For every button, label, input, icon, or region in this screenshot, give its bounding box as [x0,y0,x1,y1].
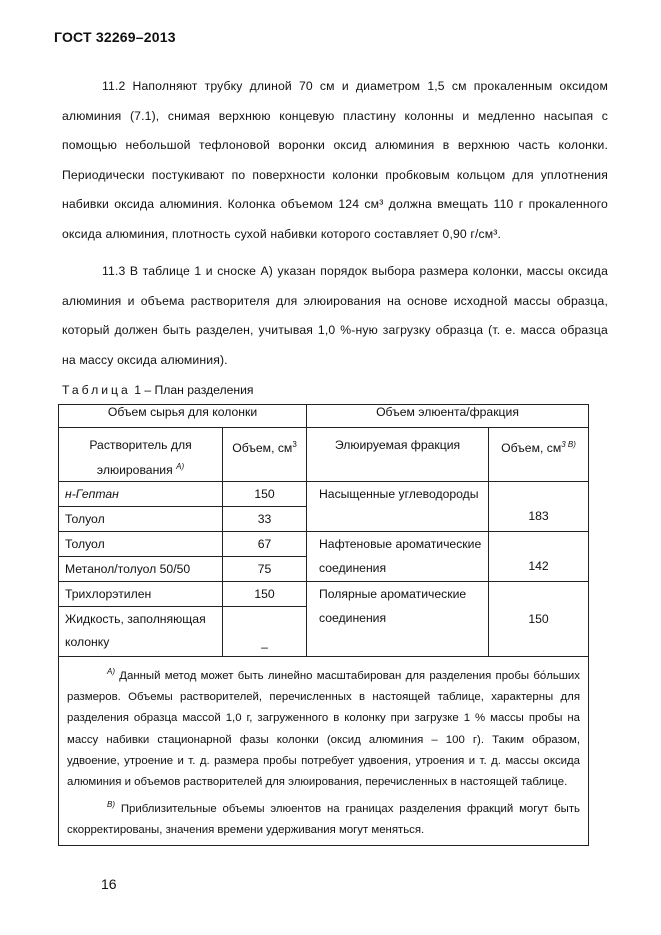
volume-cell: 150 [223,482,307,507]
note-b-label: В) [107,799,115,809]
table-notes [59,657,589,846]
paragraph-11-3: 11.3 В таблице 1 и сноске А) указан порядок выбора размера колонки, массы оксида алюминия и объема растворителя для элюирования на основе исходной массы образца, который должен быть разделен, учитывая 1,0 %-ную загрузку образца (т. е. масса образца на массу оксида алюминия). [62,264,608,367]
col-header-solvent [59,428,223,482]
table-row [59,582,589,607]
solvent-cell: Толуол [59,532,223,557]
fraction-cell: Нафтеновые ароматические соединения [307,532,489,582]
col-header-fraction-text: Элюируемая фракция [334,438,461,452]
table-row [59,482,589,507]
volume-cell: 75 [223,557,307,582]
col-header-eluent-volume-sup: 3 В) [561,440,576,449]
solvent-cell: Жидкость, заполняющая колонку [59,607,223,657]
table-row [59,532,589,557]
volume-cell: 150 [223,582,307,607]
column-header-row [59,428,589,482]
separation-plan-table [58,404,589,846]
eluent-volume-cell: 183 [489,482,589,532]
eluent-volume-cell: 142 [489,532,589,582]
col-header-volume [223,428,307,482]
note-a-label: А) [107,667,115,677]
col-header-fraction [307,428,489,482]
note-a-mark: А) [176,462,185,471]
note-b [67,794,580,845]
solvent-cell: Трихлорэтилен [59,582,223,607]
group-header-row [59,405,589,428]
solvent-cell: Метанол/толуол 50/50 [59,557,223,582]
note-a-text: Данный метод может быть линейно масштабирован для разделения пробы бо́льших размеров. Объемы растворителей, перечисленных в настоящей таблице, характерны для разделения образца массой 1,0 г, загруженного в колонку при загрузке 1 % массы пробы на массу набивки стационарной фазы колонки (оксид алюминия – 100 г). Таким образом, удвоение, утроение и т. д. размера пробы потребует удвоения, утроения и т. д. массы оксида алюминия и объемов растворителей для элюирования, перечисленных в настоящей таблице. [67,669,580,789]
col-header-volume-text: Объем, см [232,441,293,456]
col-header-eluent-volume-text: Объем, см [501,441,562,456]
solvent-cell: Толуол [59,507,223,532]
fraction-cell: Насыщенные углеводороды [307,482,489,532]
table-caption [62,383,254,397]
col-header-volume-sup: 3 [292,440,297,449]
fraction-cell: Полярные ароматические соединения [307,582,489,657]
table-caption-title: 1 – План разделения [134,383,254,397]
eluent-volume-cell: 150 [489,582,589,657]
volume-cell: – [223,607,307,657]
group-header-feed: Объем сырья для колонки [59,405,307,428]
note-a [67,657,580,794]
page-number: 16 [101,876,117,892]
document-code: ГОСТ 32269–2013 [54,29,176,45]
volume-cell: 33 [223,507,307,532]
col-header-solvent-text: Растворитель для элюирования [89,438,192,478]
group-header-eluent: Объем элюента/фракция [307,405,589,428]
notes-row [59,657,589,846]
solvent-cell-text: н-Гептан [65,487,119,502]
solvent-cell [59,482,223,507]
table-caption-word: Таблица [62,383,131,397]
volume-cell: 67 [223,532,307,557]
note-b-text: Приблизительные объемы элюентов на границах разделения фракций могут быть скорректированы, значения времени удерживания могут меняться. [67,802,580,836]
paragraph-11-2: 11.2 Наполняют трубку длиной 70 см и диаметром 1,5 см прокаленным оксидом алюминия (7.1), снимая верхнюю концевую пластину колонны и медленно насыпая с помощью небольшой тефлоновой воронки оксид алюминия в верхнюю часть колонки. Периодически постукивают по поверхности колонки пробковым кольцом для уплотнения набивки оксида алюминия. Колонка объемом 124 см³ должна вмещать 110 г прокаленного оксида алюминия, плотность сухой набивки которого составляет 0,90 г/см³. [62,79,608,241]
col-header-eluent-volume [489,428,589,482]
